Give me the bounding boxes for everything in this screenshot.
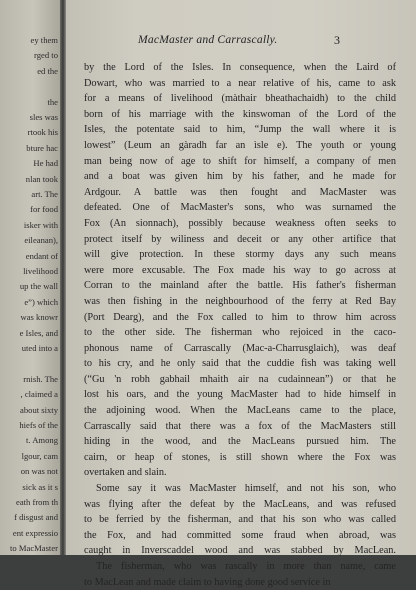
text-line: caught in Inverscaddel wood and was stabbed by MacLean.: [84, 545, 396, 557]
left-page-fragment: lgour, cam: [21, 450, 58, 461]
left-page-fragment: rnish. The: [23, 373, 58, 384]
left-page-fragment: about sixty: [20, 404, 58, 415]
left-page-fragment: bture hac: [26, 142, 58, 153]
text-line: (“Gu 'n robh gabhail mhaith air na cudainnean”) or that he: [84, 373, 396, 385]
running-head: MacMaster and Carrascally.: [138, 33, 278, 46]
left-page-fragment: was knowr: [20, 312, 58, 323]
text-line: was then fishing in the neighbourhood of the ferry at Red Bay: [84, 295, 396, 307]
text-line: Fox (An sionnach), possibly because weakness often seeks to: [84, 217, 396, 229]
left-page-fragment: ent expressio: [12, 527, 58, 538]
body-text: [84, 60, 396, 590]
left-page-fragment: endant of: [25, 250, 58, 261]
left-page-fragment: He had: [33, 158, 58, 169]
text-line: defeated. One of MacMaster's sons, who was surnamed the: [84, 202, 396, 214]
text-line: cairn, or heap of stones, is still shown where the Fox was: [84, 451, 396, 463]
left-page-fragment: the: [47, 96, 58, 107]
left-page-fragment: uted into a: [21, 343, 58, 353]
left-page-fragment: sick as it s: [22, 481, 58, 492]
left-page-fragment: nlan took: [25, 173, 58, 184]
text-line: was flying after the defeat by the MacLeans, and was refused: [84, 498, 396, 510]
left-page-fragment: isker with: [23, 219, 58, 230]
left-page-fragment: e Isles, and: [19, 327, 58, 338]
left-page-fragment: f disgust and: [14, 512, 58, 523]
text-line: The fisherman, who was rascally in more than name, came: [96, 561, 396, 572]
left-page-fragment: e”) which: [24, 296, 58, 307]
text-line: the adjoining wood. When the MacLeans came to the place,: [84, 405, 396, 417]
left-page-fragment: ey them: [30, 35, 58, 45]
text-line: will give protection. In these stormy days any such means: [84, 249, 396, 261]
left-page-fragment: livelihood: [23, 266, 58, 276]
left-page-fragment: t. Among: [26, 435, 58, 446]
text-line: by the Lord of the Isles. In consequence, when the Laird of: [84, 62, 396, 73]
text-line: man being now of age to shift for himself, a company of men: [84, 155, 396, 167]
text-line: hiding in the wood, and the MacLeans pursued him. The: [84, 436, 396, 448]
text-line: were more excusable. The Fox made his way to go across at: [84, 264, 396, 276]
text-line: Ardgour. A battle was then fought and MacMaster was: [84, 186, 396, 198]
left-page-fragment: , claimed a: [20, 389, 58, 400]
left-page-fragment: for food: [30, 204, 58, 215]
text-line: lost his oars, and the young MacMaster had to hide himself in: [84, 389, 396, 401]
text-line: the Fox, and had committed some fraud when abroad, was: [84, 529, 396, 541]
left-page-fragment: ed the: [37, 65, 58, 76]
left-page-fragment: eath from th: [16, 497, 58, 507]
text-line: overtaken and slain.: [84, 467, 167, 479]
text-line: lowest” (Leum an gàradh far an ìsle e). The youth or young: [84, 139, 396, 151]
left-page-fragment: eileanan),: [24, 235, 58, 246]
left-page-fragment: sles was: [29, 112, 58, 122]
text-line: to be ferried by the fisherman, and that his son who was called: [84, 514, 396, 526]
left-page-fragment: rtook his: [27, 127, 58, 138]
text-line: and a boat was given him by his father, and he made for: [84, 171, 396, 183]
left-page-fragment: to MacMaster: [10, 543, 58, 554]
text-line: Dowart, who was married to a near relative of his, came to ask: [84, 77, 396, 89]
text-line: Some say it was MacMaster himself, and not his son, who: [96, 483, 396, 495]
left-page-fragment: on was not: [20, 466, 58, 477]
left-page-fragment: hiefs of the: [19, 420, 58, 430]
text-line: (Port Dearg), and the Fox called to him to throw him across: [84, 311, 396, 323]
text-line: Carrascally said that there was a fox of the MacMasters still: [84, 420, 396, 432]
text-line: for a means of livelihood (màthair bheathachaidh) to the child: [84, 93, 396, 105]
page-number: 3: [334, 33, 340, 47]
left-page-fragment: up the wall: [19, 281, 58, 292]
text-line: born of his marriage with the kinswoman of the Lord of the: [84, 108, 396, 120]
left-page-fragment: art. The: [31, 189, 58, 199]
text-line: to the other side. The fisherman who rejoiced in the caco-: [84, 327, 396, 339]
left-page-edge: [0, 0, 60, 555]
text-line: to his cry, and he only said that the cuddie fish was taking well: [84, 358, 396, 370]
left-page-fragment: rged to: [34, 50, 58, 61]
text-line: phonous name of Carrascally (Mac-a-Charrusglaich), was deaf: [84, 342, 396, 354]
right-page: [66, 0, 416, 588]
text-line: Isles, the potentate said to him, “Jump the wall where it is: [84, 124, 396, 136]
text-line: to MacLean and made claim to having done good service in: [84, 576, 331, 588]
text-line: Corran to the mainland after the battle. His father's fisherman: [84, 280, 396, 292]
text-line: protect itself by wiliness and deceit or any other artifice that: [84, 233, 396, 245]
